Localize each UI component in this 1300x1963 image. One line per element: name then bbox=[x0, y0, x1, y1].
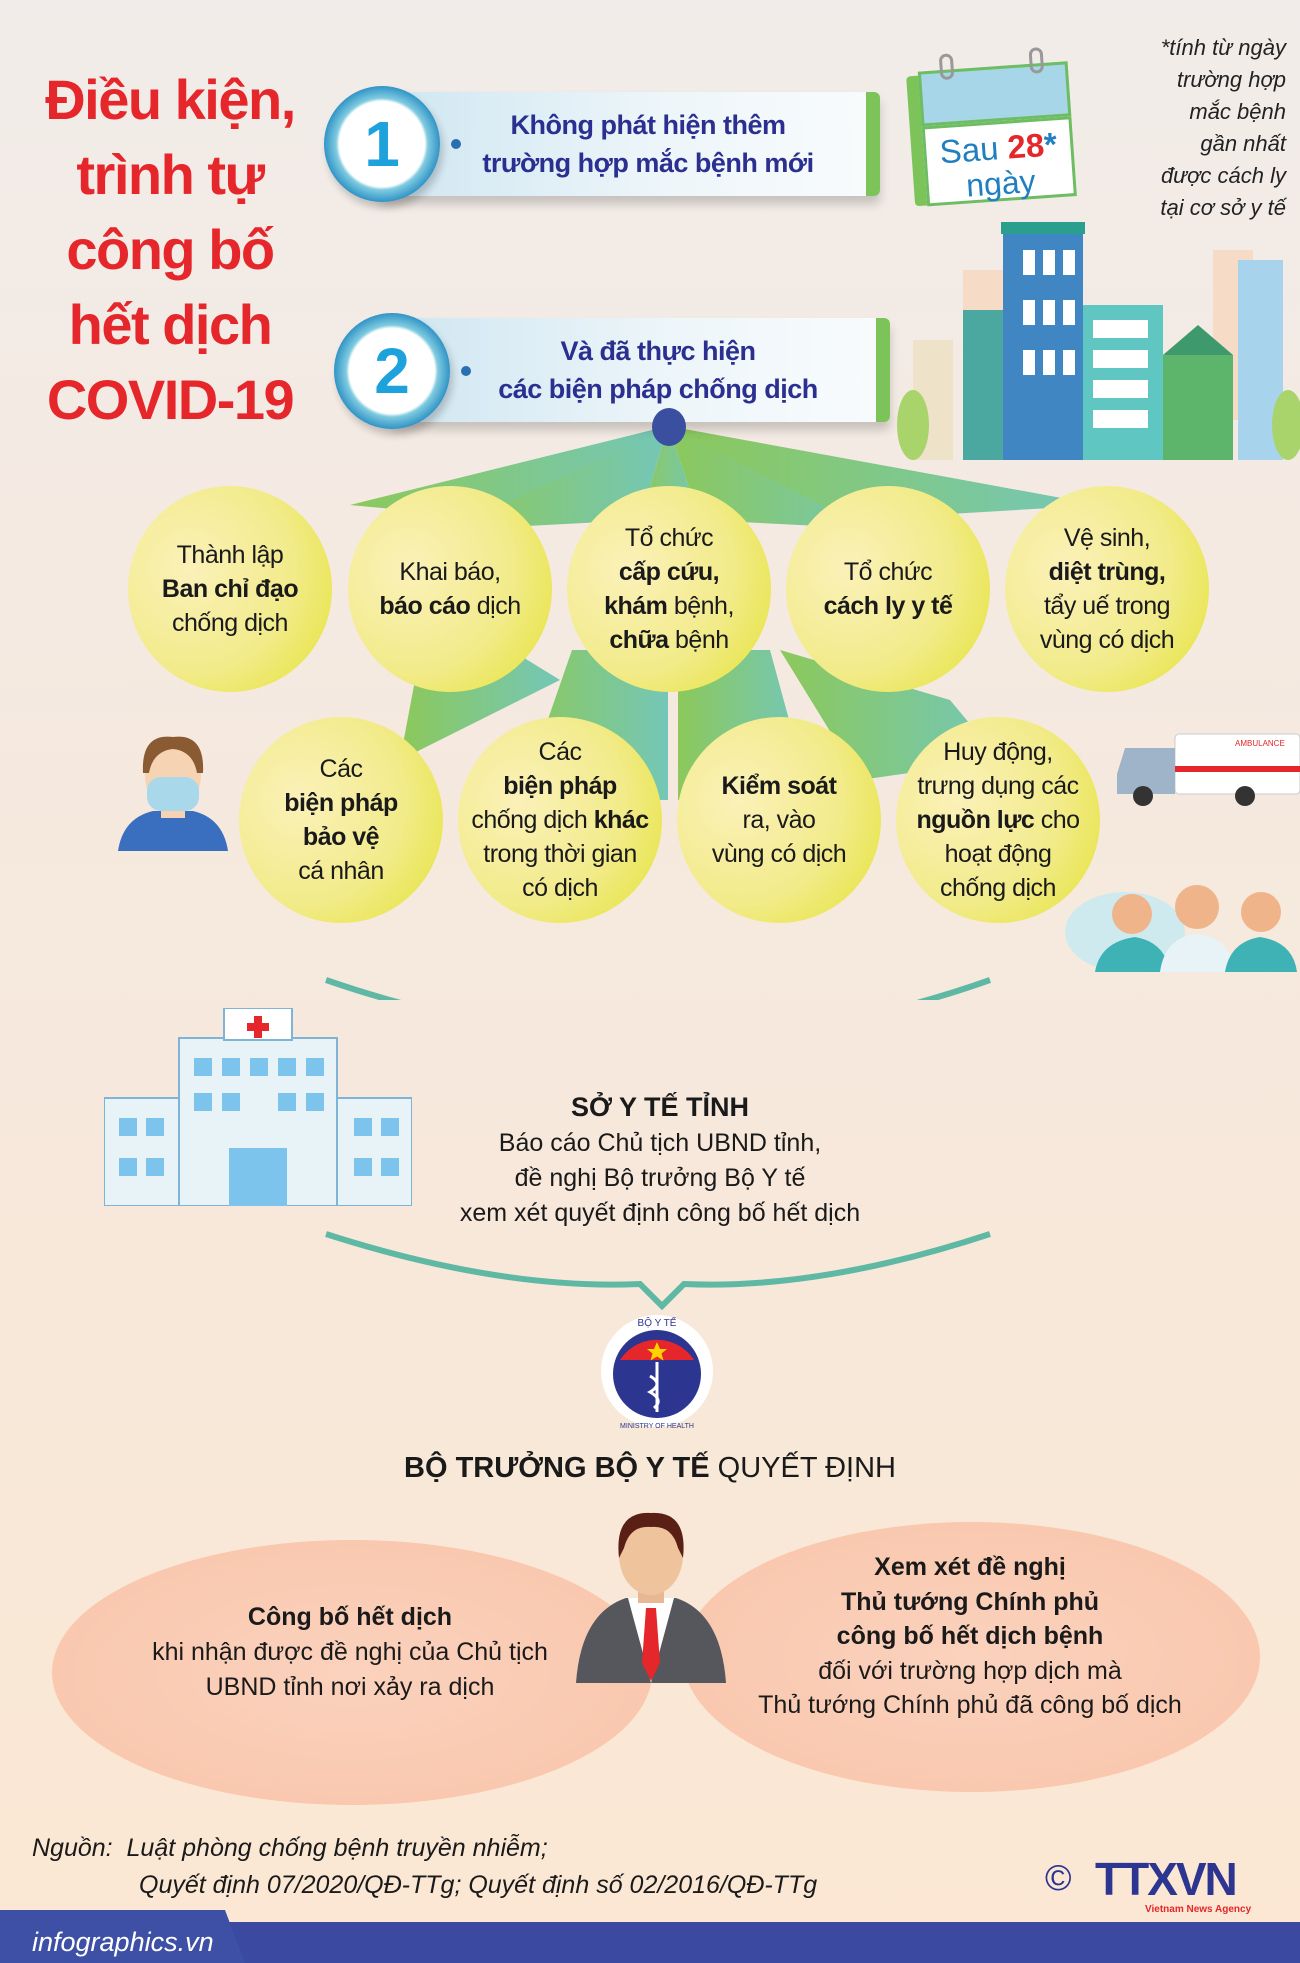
measure-circle bbox=[239, 717, 443, 923]
measure-text-bold: báo cáo bbox=[379, 592, 471, 620]
measure-text-bold: khám bbox=[604, 592, 668, 620]
calendar-prefix: Sau bbox=[938, 129, 1000, 171]
measure-line bbox=[917, 769, 1078, 803]
measure-line bbox=[1049, 555, 1166, 589]
measure-text: hoạt động bbox=[944, 840, 1052, 868]
minister-heading-normal: QUYẾT ĐỊNH bbox=[709, 1452, 896, 1484]
measure-text: bệnh bbox=[668, 626, 729, 654]
measure-text: tẩy uế trong bbox=[1043, 592, 1171, 620]
measure-text-bold: khác bbox=[593, 806, 649, 834]
note-line: gần nhất bbox=[1200, 131, 1286, 156]
measure-line bbox=[303, 820, 379, 854]
condition-text: Không phát hiện thêm bbox=[510, 110, 786, 140]
ttxvn-logo bbox=[1045, 1853, 1280, 1918]
measure-line bbox=[625, 521, 713, 555]
ambulance-label: AMBULANCE bbox=[1235, 739, 1285, 748]
source-line: Luật phòng chống bệnh truyền nhiễm; bbox=[126, 1834, 548, 1862]
measure-text: Tổ chức bbox=[624, 524, 714, 552]
calendar-days: 28 bbox=[1006, 126, 1046, 166]
measure-line bbox=[399, 555, 500, 589]
logo-top-text: BỘ Y TẾ bbox=[637, 1318, 677, 1329]
measure-text: Huy động, bbox=[943, 738, 1053, 766]
measure-circle bbox=[567, 486, 771, 692]
measure-line bbox=[172, 606, 288, 640]
connector-dot bbox=[461, 366, 471, 376]
masked-person-icon bbox=[113, 733, 233, 853]
curve-2 bbox=[0, 1220, 1300, 1320]
hub-dot bbox=[652, 408, 686, 446]
measure-line bbox=[539, 735, 582, 769]
ttxvn-wordmark: TTXVN bbox=[1095, 1853, 1236, 1905]
measure-text-bold: Ban chỉ đạo bbox=[161, 575, 299, 603]
decision-right-line: Thủ tướng Chính phủ đã công bố dịch bbox=[758, 1691, 1182, 1719]
measure-text: cá nhân bbox=[298, 857, 384, 885]
measure-text-bold: nguồn lực bbox=[916, 806, 1035, 834]
ambulance-icon bbox=[1115, 726, 1300, 811]
condition-1-number: 1 bbox=[324, 86, 440, 202]
measure-line bbox=[940, 871, 1056, 905]
measure-text-bold: cấp cứu, bbox=[618, 558, 720, 586]
minister-heading bbox=[300, 1448, 1000, 1488]
measure-line bbox=[743, 803, 816, 837]
calendar-star: * bbox=[1042, 125, 1059, 164]
measure-text: Thành lập bbox=[176, 541, 284, 569]
measure-circle bbox=[458, 717, 662, 923]
province-line: xem xét quyết định công bố hết dịch bbox=[459, 1199, 861, 1227]
measure-circle bbox=[786, 486, 990, 692]
source-label: Nguồn: bbox=[32, 1834, 113, 1862]
measure-line bbox=[712, 837, 846, 871]
measure-text-bold: diệt trùng, bbox=[1048, 558, 1166, 586]
title-line: hết dịch bbox=[68, 293, 272, 356]
decision-left-line: UBND tỉnh nơi xảy ra dịch bbox=[205, 1673, 495, 1701]
measure-text: bệnh, bbox=[667, 592, 734, 620]
ministry-of-health-logo bbox=[598, 1312, 716, 1430]
note-line: tại cơ sở y tế bbox=[1160, 195, 1286, 220]
measure-text: vùng có dịch bbox=[711, 840, 847, 868]
condition-2-number: 2 bbox=[334, 313, 450, 429]
measure-text: Tổ chức bbox=[843, 558, 933, 586]
decision-right-line: đối với trường hợp dịch mà bbox=[818, 1656, 1122, 1685]
measure-text: Khai báo, bbox=[399, 558, 501, 586]
title-line: COVID-19 bbox=[46, 368, 294, 431]
curve-1 bbox=[326, 980, 990, 1000]
province-line: Báo cáo Chủ tịch UBND tỉnh, bbox=[498, 1129, 822, 1157]
measure-text: dịch bbox=[470, 592, 521, 620]
measure-text: có dịch bbox=[522, 874, 598, 902]
connector-dot bbox=[451, 139, 461, 149]
measure-line bbox=[379, 589, 520, 623]
measure-text-bold: biện pháp bbox=[284, 789, 398, 817]
measure-text: trong thời gian bbox=[483, 840, 637, 868]
measure-text: Các bbox=[538, 738, 582, 766]
note-line: *tính từ ngày bbox=[1160, 35, 1286, 60]
measure-line bbox=[604, 589, 734, 623]
title-line: Điều kiện, bbox=[45, 68, 295, 131]
copyright-symbol: © bbox=[1045, 1857, 1072, 1898]
measure-text: Vệ sinh, bbox=[1063, 524, 1151, 552]
measure-text: vùng có dịch bbox=[1039, 626, 1175, 654]
measure-text-bold: Kiểm soát bbox=[721, 772, 837, 800]
measure-line bbox=[943, 735, 1052, 769]
measure-text: chống dịch bbox=[940, 874, 1056, 902]
medical-staff-icon bbox=[1065, 862, 1300, 972]
measure-text-bold: chữa bbox=[609, 626, 669, 654]
minister-heading-bold: BỘ TRƯỞNG BỘ Y TẾ bbox=[404, 1452, 710, 1484]
measure-line bbox=[609, 623, 728, 657]
measure-line bbox=[1064, 521, 1150, 555]
measure-line bbox=[619, 555, 719, 589]
measure-line bbox=[722, 769, 837, 803]
source-line: Quyết định 07/2020/QĐ-TTg; Quyết định số 02/2016/QĐ-TTg bbox=[139, 1871, 818, 1899]
province-line: đề nghị Bộ trưởng Bộ Y tế bbox=[514, 1164, 806, 1192]
site-link[interactable]: infographics.vn bbox=[32, 1927, 214, 1957]
decision-left-text bbox=[90, 1600, 610, 1705]
logo-bottom-text: MINISTRY OF HEALTH bbox=[620, 1423, 694, 1430]
measure-text-bold: bảo vệ bbox=[302, 823, 380, 851]
measure-text: trưng dụng các bbox=[917, 772, 1079, 800]
measure-text-bold: biện pháp bbox=[503, 772, 617, 800]
measure-text: Các bbox=[319, 755, 363, 783]
province-heading: SỞ Y TẾ TỈNH bbox=[570, 1092, 750, 1122]
measure-text: chống dịch bbox=[471, 806, 594, 834]
measure-line bbox=[162, 572, 298, 606]
decision-left-line: khi nhận được đề nghị của Chủ tịch bbox=[152, 1638, 548, 1666]
page-title bbox=[10, 62, 330, 437]
measure-line bbox=[503, 769, 617, 803]
condition-text: Và đã thực hiện bbox=[560, 336, 756, 366]
measure-line bbox=[298, 854, 383, 888]
note-line: được cách ly bbox=[1160, 163, 1286, 188]
measure-line bbox=[471, 803, 648, 837]
note-line: mắc bệnh bbox=[1189, 99, 1286, 124]
title-line: công bố bbox=[66, 218, 274, 281]
province-health-dept bbox=[380, 1088, 940, 1231]
measure-circle bbox=[677, 717, 881, 923]
decision-right-bold: Xem xét đề nghị bbox=[874, 1553, 1066, 1581]
measure-text-bold: cách ly y tế bbox=[823, 592, 953, 620]
measure-line bbox=[1040, 623, 1174, 657]
measure-line bbox=[483, 837, 636, 871]
measure-line bbox=[284, 786, 398, 820]
measure-line bbox=[945, 837, 1052, 871]
measure-line bbox=[177, 538, 284, 572]
measure-line bbox=[916, 803, 1079, 837]
source-citation bbox=[32, 1830, 817, 1904]
decision-left-bold: Công bố hết dịch bbox=[247, 1603, 453, 1631]
measure-line bbox=[824, 589, 953, 623]
decision-right-text bbox=[720, 1550, 1220, 1723]
hospital-icon bbox=[104, 1008, 412, 1206]
city-illustration bbox=[883, 210, 1300, 460]
measure-line bbox=[844, 555, 932, 589]
calendar-unit: ngày bbox=[964, 162, 1037, 204]
decision-right-bold: công bố hết dịch bệnh bbox=[836, 1622, 1104, 1650]
measure-text: ra, vào bbox=[742, 806, 816, 834]
measure-circle bbox=[348, 486, 552, 692]
measure-line bbox=[1044, 589, 1170, 623]
condition-text: trường hợp mắc bệnh mới bbox=[482, 148, 814, 178]
condition-text: các biện pháp chống dịch bbox=[498, 374, 818, 404]
measure-line bbox=[522, 871, 598, 905]
title-line: trình tự bbox=[76, 143, 264, 206]
measure-circle bbox=[128, 486, 332, 692]
measure-circle bbox=[1005, 486, 1209, 692]
decision-right-bold: Thủ tướng Chính phủ bbox=[840, 1587, 1100, 1616]
measure-line bbox=[320, 752, 363, 786]
measure-text: chống dịch bbox=[172, 609, 288, 637]
footnote bbox=[1086, 32, 1286, 224]
ttxvn-agency: Vietnam News Agency bbox=[1145, 1904, 1252, 1915]
measure-text: cho bbox=[1034, 806, 1080, 834]
calendar-icon bbox=[917, 51, 1087, 207]
note-line: trường hợp bbox=[1176, 67, 1286, 92]
